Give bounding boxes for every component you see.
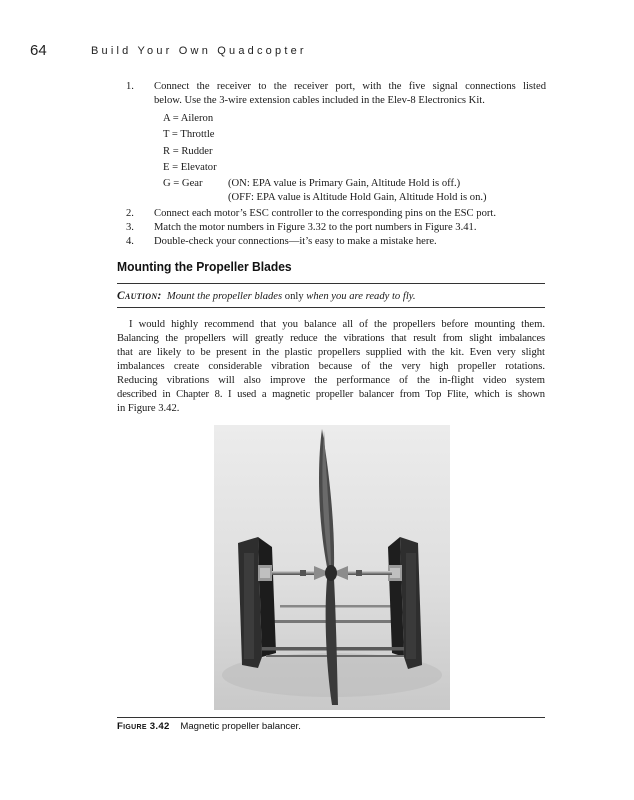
caution-rule	[117, 307, 545, 308]
channel-elevator: E = Elevator	[163, 162, 217, 173]
back-rod	[280, 605, 392, 608]
paragraph-line: Reducing vibrations will also improve the performance of the in-flight video system	[117, 375, 545, 386]
propeller-hub	[325, 565, 337, 581]
left-magnet-face	[260, 568, 270, 578]
paragraph-line: in Figure 3.42.	[117, 403, 180, 414]
step-number: 4.	[126, 236, 134, 247]
step-text: Connect each motor’s ESC controller to the corresponding pins on the ESC port.	[154, 208, 496, 219]
left-tower-face	[244, 553, 254, 659]
step-number: 1.	[126, 81, 134, 92]
axle-collar-left	[300, 570, 306, 576]
channel-throttle: T = Throttle	[163, 129, 215, 140]
axle-collar-right	[356, 570, 362, 576]
figure-caption	[117, 721, 301, 732]
channel-gear: G = Gear	[163, 178, 203, 189]
page-number: 64	[30, 42, 47, 59]
paragraph-line: Balancing the propellers will greatly reduce the vibrations that result from slight imbalances	[117, 333, 545, 344]
caution-emphasis: only	[284, 291, 304, 302]
section-heading: Mounting the Propeller Blades	[117, 259, 292, 274]
paragraph-line: described in Chapter 8. I used a magnetic propeller balancer from Top Flite, which is shown	[117, 389, 545, 400]
figure-label: Figure 3.42	[117, 721, 170, 732]
body-paragraph	[117, 318, 545, 416]
channel-rudder: R = Rudder	[163, 146, 213, 157]
step-text: Double-check your connections—it’s easy to make a mistake here.	[154, 236, 437, 247]
step-text: below. Use the 3-wire extension cables included in the Elev-8 Electronics Kit.	[154, 95, 485, 106]
step-number: 3.	[126, 222, 134, 233]
caution-label: Caution:	[117, 290, 162, 302]
gear-note-on: (ON: EPA value is Primary Gain, Altitude Hold is off.)	[228, 178, 461, 189]
heading-rule	[117, 283, 545, 284]
propeller-balancer-photo	[214, 425, 450, 710]
paragraph-line: imbalances create considerable vibration because of the very high propeller rotations.	[117, 361, 545, 372]
step-number: 2.	[126, 208, 134, 219]
step-text: Match the motor numbers in Figure 3.32 to the port numbers in Figure 3.41.	[154, 222, 477, 233]
channel-aileron: A = Aileron	[163, 113, 214, 124]
paragraph-line: that are likely to be present in the plastic propellers supplied with the kit. Even very slight	[117, 347, 545, 358]
caution-text-end: when you are ready to fly.	[306, 291, 416, 302]
paragraph-line: I would highly recommend that you balance all of the propellers before mounting them.	[129, 319, 545, 330]
caution-note	[117, 290, 416, 302]
step-text: Connect the receiver to the receiver port, with the five signal connections listed	[154, 81, 546, 92]
right-tower-face	[406, 553, 416, 659]
caution-text: Mount the propeller blades	[166, 291, 283, 302]
caption-rule	[117, 717, 545, 718]
gear-note-off: (OFF: EPA value is Altitude Hold Gain, Altitude Hold is on.)	[228, 192, 487, 203]
running-title: Build Your Own Quadcopter	[91, 45, 307, 57]
figure-caption-text: Magnetic propeller balancer.	[180, 721, 301, 732]
